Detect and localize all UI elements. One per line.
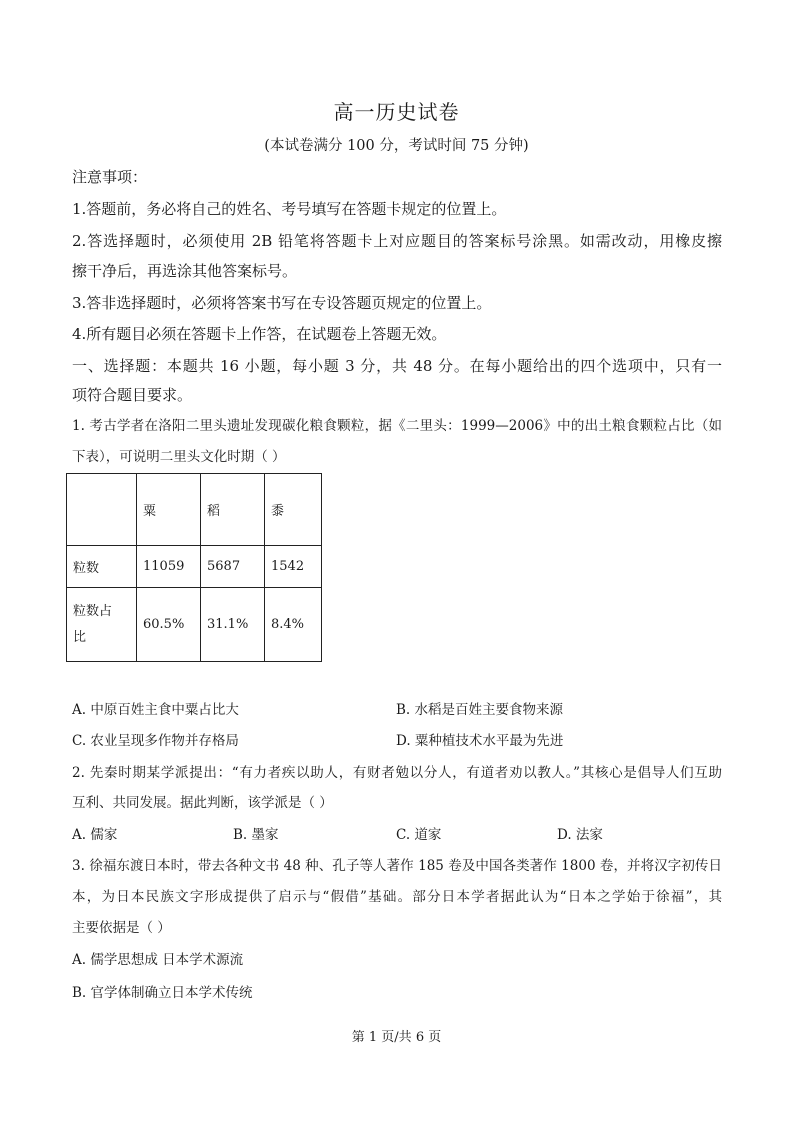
section-1-heading-line-1: 一、选择题：本题共 16 小题，每小题 3 分，共 48 分。在每小题给出的四个选项中，只有一 [72, 357, 722, 375]
table-row [67, 546, 322, 588]
question-2-line-2: 互利、共同发展。据此判断，该学派是（ ） [72, 795, 333, 811]
table-cell: 8.4% [265, 588, 322, 662]
notes-heading: 注意事项： [72, 168, 148, 186]
grain-data-table [66, 473, 322, 662]
table-row-label: 粒数 [67, 546, 137, 588]
note-item-2-line-1: 2.答选择题时，必须使用 2B 铅笔将答题卡上对应题目的答案标号涂黑。如需改动，用橡皮擦 [72, 232, 722, 250]
table-row-label [67, 588, 137, 662]
exam-title: 高一历史试卷 [333, 100, 460, 124]
question-3-option-a: A. 儒学思想成 日本学术源流 [72, 952, 244, 968]
question-3-line-3: 主要依据是（ ） [72, 920, 171, 936]
note-item-1: 1.答题前，务必将自己的姓名、考号填写在答题卡规定的位置上。 [72, 200, 507, 218]
table-cell: 60.5% [137, 588, 201, 662]
question-2-option-c: C. 道家 [396, 827, 442, 843]
section-1-heading-line-2: 项符合题目要求。 [72, 386, 193, 404]
table-header-cell-millet: 粟 [137, 474, 201, 546]
question-2-option-a: A. 儒家 [72, 827, 118, 843]
question-1-option-b: B. 水稻是百姓主要食物来源 [396, 702, 564, 718]
question-1-line-2: 下表），可说明二里头文化时期（ ） [72, 449, 286, 465]
table-row-label-line-1: 粒数占 [73, 603, 113, 619]
table-header-cell-broomcorn: 黍 [265, 474, 322, 546]
question-3-option-b: B. 官学体制确立日本学术传统 [72, 985, 253, 1001]
table-row-label-line-2: 比 [73, 629, 87, 645]
question-3-line-2: 本，为日本民族文字形成提供了启示与“假借”基础。部分日本学者据此认为“日本之学始于徐福”，其 [72, 889, 722, 905]
table-cell: 1542 [265, 546, 322, 588]
note-item-4: 4.所有题目必须在答题卡上作答，在试题卷上答题无效。 [72, 325, 447, 343]
table-cell: 5687 [201, 546, 265, 588]
exam-subtitle: (本试卷满分 100 分，考试时间 75 分钟) [264, 138, 529, 154]
note-item-3: 3.答非选择题时，必须将答案书写在专设答题页规定的位置上。 [72, 294, 492, 312]
table-header-row [67, 474, 322, 546]
question-1-option-a: A. 中原百姓主食中粟占比大 [72, 702, 239, 718]
table-header-cell-empty [67, 474, 137, 546]
question-2-option-b: B. 墨家 [233, 827, 279, 843]
question-2-line-1: 2. 先秦时期某学派提出：“有力者疾以助人，有财者勉以分人，有道者劝以教人。”其核心是倡导人们互助 [72, 765, 722, 781]
page-number: 第 1 页/共 6 页 [351, 1030, 442, 1045]
table-header-cell-rice: 稻 [201, 474, 265, 546]
table-cell: 31.1% [201, 588, 265, 662]
question-2-option-d: D. 法家 [557, 827, 603, 843]
note-item-2-line-2: 擦干净后，再选涂其他答案标号。 [72, 262, 298, 280]
question-1-option-d: D. 粟种植技术水平最为先进 [396, 733, 564, 749]
question-1-option-c: C. 农业呈现多作物并存格局 [72, 733, 239, 749]
table-row [67, 588, 322, 662]
table-cell: 11059 [137, 546, 201, 588]
question-1-line-1: 1. 考古学者在洛阳二里头遗址发现碳化粮食颗粒，据《二里头：1999—2006》中的出土粮食颗粒占比（如 [72, 418, 722, 434]
question-3-line-1: 3. 徐福东渡日本时，带去各种文书 48 种、孔子等人著作 185 卷及中国各类著作 1800 卷，并将汉字初传日 [72, 858, 722, 874]
